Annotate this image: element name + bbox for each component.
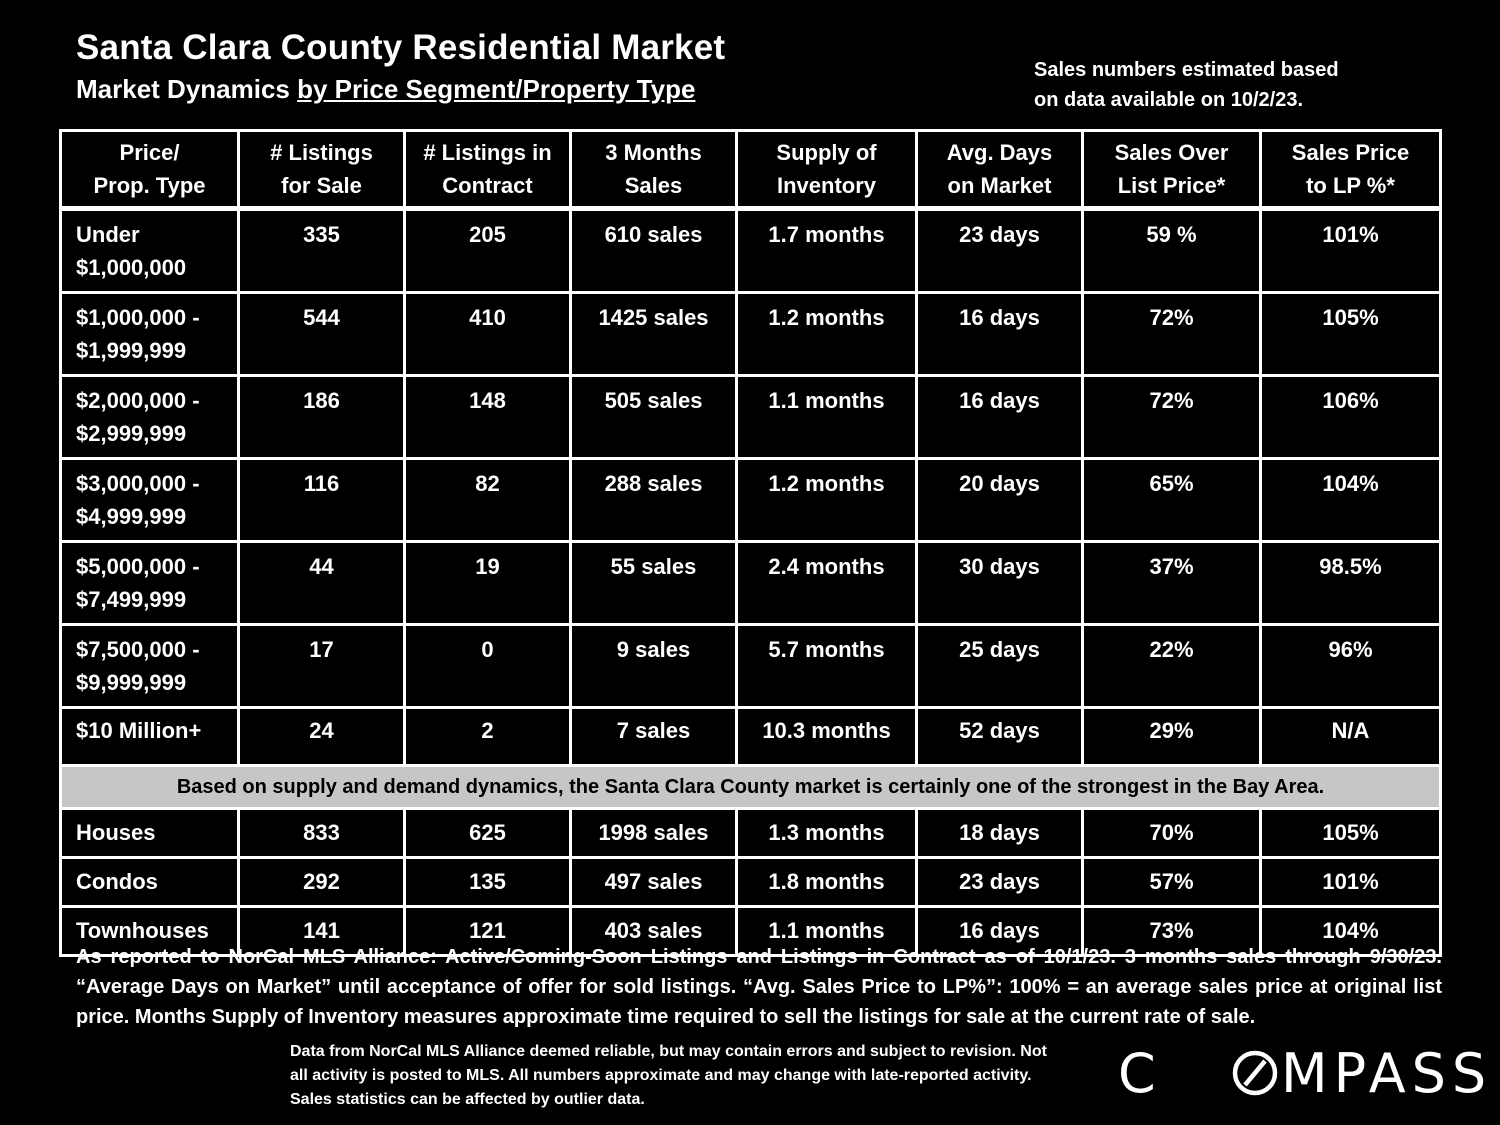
market-dynamics-table [59, 129, 1442, 957]
table-cell: 59 % [1083, 209, 1261, 293]
table-cell: 148 [405, 376, 571, 459]
column-header: Sales Over List Price* [1083, 131, 1261, 209]
table-cell: 505 sales [571, 376, 737, 459]
table-cell: 72% [1083, 376, 1261, 459]
table-cell: 105% [1261, 293, 1441, 376]
note-line: Sales numbers estimated based [1034, 59, 1339, 81]
row-label: Houses [61, 809, 239, 858]
table-cell: 116 [239, 459, 405, 542]
table-cell: 18 days [917, 809, 1083, 858]
table-row-price-segment [61, 708, 1441, 766]
table-cell: 23 days [917, 209, 1083, 293]
table-cell: 44 [239, 542, 405, 625]
compass-logo-icon [1118, 1042, 1493, 1110]
table-cell: 497 sales [571, 858, 737, 907]
compass-logo-text-rest: MPASS [1281, 1042, 1493, 1105]
table-cell: 1.2 months [737, 459, 917, 542]
table-cell: 96% [1261, 625, 1441, 708]
table-cell: 121 [405, 907, 571, 956]
table-cell: 1998 sales [571, 809, 737, 858]
page-subtitle [76, 74, 695, 105]
table-cell: 57% [1083, 858, 1261, 907]
table-header-row [61, 131, 1441, 209]
table-cell: 1.1 months [737, 907, 917, 956]
table-cell: 544 [239, 293, 405, 376]
table-cell: 104% [1261, 907, 1441, 956]
column-header: 3 Months Sales [571, 131, 737, 209]
column-header: Price/ Prop. Type [61, 131, 239, 209]
table-cell: 98.5% [1261, 542, 1441, 625]
table-cell: 141 [239, 907, 405, 956]
table-row-price-segment [61, 376, 1441, 459]
table-row-property-type [61, 858, 1441, 907]
table-cell: 186 [239, 376, 405, 459]
row-label: Under $1,000,000 [61, 209, 239, 293]
table-cell: 16 days [917, 376, 1083, 459]
table-cell: 16 days [917, 907, 1083, 956]
table-cell: 1425 sales [571, 293, 737, 376]
table-cell: 55 sales [571, 542, 737, 625]
table-cell: 2 [405, 708, 571, 766]
table-cell: 1.7 months [737, 209, 917, 293]
summary-banner-row [61, 766, 1441, 809]
table-cell: 1.8 months [737, 858, 917, 907]
table-cell: 72% [1083, 293, 1261, 376]
data-disclaimer: Data from NorCal MLS Alliance deemed reliable, but may contain errors and subject to revision. Not all activity is posted to MLS. All numbers approximate and may change with late-reported activity. Sales statistics can be affected by outlier data. [290, 1043, 1047, 1108]
note-line: on data available on 10/2/23. [1034, 89, 1304, 111]
table-cell: 25 days [917, 625, 1083, 708]
column-header: # Listings in Contract [405, 131, 571, 209]
page-title: Santa Clara County Residential Market [76, 28, 726, 67]
table-row-price-segment [61, 459, 1441, 542]
table-cell: 17 [239, 625, 405, 708]
table-cell: 65% [1083, 459, 1261, 542]
table-cell: 135 [405, 858, 571, 907]
table-cell: 30 days [917, 542, 1083, 625]
table-cell: 205 [405, 209, 571, 293]
table-cell: 288 sales [571, 459, 737, 542]
table-cell: 2.4 months [737, 542, 917, 625]
table-cell: 1.3 months [737, 809, 917, 858]
table-cell: 335 [239, 209, 405, 293]
row-label: $1,000,000 - $1,999,999 [61, 293, 239, 376]
table-cell: 37% [1083, 542, 1261, 625]
row-label: Townhouses [61, 907, 239, 956]
table-cell: 70% [1083, 809, 1261, 858]
table-cell: 20 days [917, 459, 1083, 542]
table-cell: 10.3 months [737, 708, 917, 766]
subtitle-underlined: by Price Segment/Property Type [297, 74, 696, 104]
table-cell: 0 [405, 625, 571, 708]
row-label: $2,000,000 - $2,999,999 [61, 376, 239, 459]
table-cell: 1.1 months [737, 376, 917, 459]
table-cell: 410 [405, 293, 571, 376]
column-header: # Listings for Sale [239, 131, 405, 209]
table-cell: 19 [405, 542, 571, 625]
table-cell: 833 [239, 809, 405, 858]
table-cell: 73% [1083, 907, 1261, 956]
row-label: Condos [61, 858, 239, 907]
table-row-price-segment [61, 209, 1441, 293]
table-cell: 105% [1261, 809, 1441, 858]
subtitle-prefix: Market Dynamics [76, 74, 298, 104]
table-cell: 22% [1083, 625, 1261, 708]
data-availability-note [1034, 55, 1414, 115]
table-cell: 403 sales [571, 907, 737, 956]
table-cell: 23 days [917, 858, 1083, 907]
methodology-footnote: As reported to NorCal MLS Alliance: Active/Coming-Soon Listings and Listings in Contract as of 10/1/23. 3 months sales through 9/30/23. “Average Days on Market” until acceptance of offer for sold listings. “Avg. Sales Price to LP%”: 100% = an average sales price at original list price. Months Supply of Inventory measures approximate time required to sell the listings for sale at the current rate of sale. [76, 946, 1442, 1028]
table-cell: N/A [1261, 708, 1441, 766]
table-cell: 104% [1261, 459, 1441, 542]
table-cell: 52 days [917, 708, 1083, 766]
table-row-property-type [61, 809, 1441, 858]
column-header: Sales Price to LP %* [1261, 131, 1441, 209]
table-cell: 101% [1261, 209, 1441, 293]
table-cell: 29% [1083, 708, 1261, 766]
table-cell: 1.2 months [737, 293, 917, 376]
column-header: Avg. Days on Market [917, 131, 1083, 209]
summary-banner: Based on supply and demand dynamics, the Santa Clara County market is certainly one of the strongest in the Bay Area. [61, 766, 1441, 809]
table-row-price-segment [61, 293, 1441, 376]
row-label: $3,000,000 - $4,999,999 [61, 459, 239, 542]
table-cell: 106% [1261, 376, 1441, 459]
table-cell: 610 sales [571, 209, 737, 293]
row-label: $10 Million+ [61, 708, 239, 766]
row-label: $5,000,000 - $7,499,999 [61, 542, 239, 625]
table-cell: 5.7 months [737, 625, 917, 708]
table-cell: 7 sales [571, 708, 737, 766]
table-row-price-segment [61, 542, 1441, 625]
table-cell: 24 [239, 708, 405, 766]
table-cell: 625 [405, 809, 571, 858]
column-header: Supply of Inventory [737, 131, 917, 209]
table-cell: 292 [239, 858, 405, 907]
compass-logo-text-c: C [1118, 1042, 1162, 1105]
table-cell: 82 [405, 459, 571, 542]
table-row-price-segment [61, 625, 1441, 708]
table-cell: 101% [1261, 858, 1441, 907]
table-cell: 16 days [917, 293, 1083, 376]
table-cell: 9 sales [571, 625, 737, 708]
row-label: $7,500,000 - $9,999,999 [61, 625, 239, 708]
